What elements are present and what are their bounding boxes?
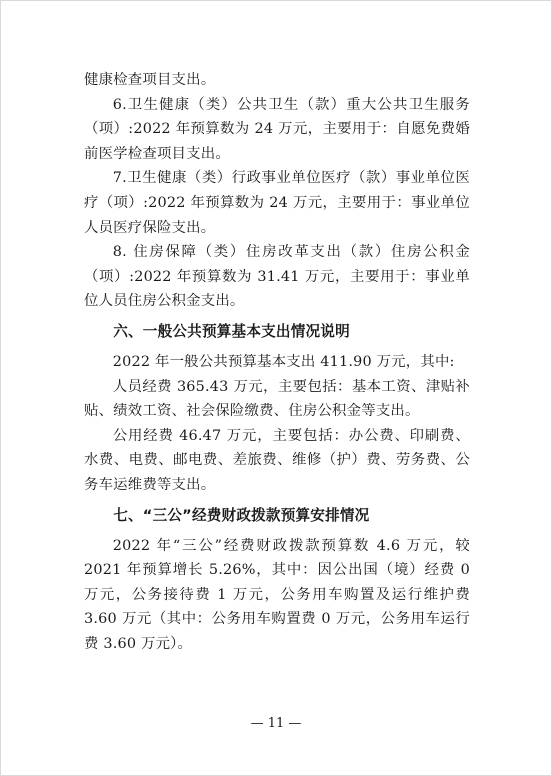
paragraph-basic-expenditure-total: 2022 年一般公共预算基本支出 411.90 万元，其中:	[112, 353, 455, 370]
paragraph-item-8: 8. 住房保障（类）住房改革支出（款）住房公积金（项）:2022 年预算数为 31.41 万元，主要用于：事业单位人员住房公积金支出。	[84, 244, 470, 310]
paragraph-public-expenses: 公用经费 46.47 万元，主要包括：办公费、印刷费、水费、电费、邮电费、差旅费、维修（护）费、劳务费、公务车运维费等支出。	[84, 427, 470, 493]
paragraph-personnel-expenses: 人员经费 365.43 万元，主要包括：基本工资、津贴补贴、绩效工资、社会保险缴费、住房公积金等支出。	[84, 378, 470, 420]
document-body	[84, 68, 470, 656]
page-number: — 11 —	[250, 716, 302, 731]
paragraph-health-check-tail: 健康检查项目支出。	[84, 72, 216, 88]
paragraph-item-6: 6.卫生健康（类）公共卫生（款）重大公共卫生服务（项）:2022 年预算数为 24 万元，主要用于：自愿免费婚前医学检查项目支出。	[84, 96, 470, 162]
paragraph-three-public-expenses: 2022 年“三公”经费财政拨款预算数 4.6 万元，较 2021 年预算增长 5.26%，其中：因公出国（境）经费 0 万元，公务接待费 1 万元，公务用车购置及运行维护费 3.60 万元（其中：公务用车购置费 0 万元，公务用车运行费 3.60 万元）。	[84, 537, 470, 652]
section-heading-7: 七、“三公”经费财政拨款预算安排情况	[113, 506, 370, 524]
paragraph-item-7: 7.卫生健康（类）行政事业单位医疗（款）事业单位医疗（项）:2022 年预算数为 24 万元，主要用于：事业单位人员医疗保险支出。	[84, 170, 470, 236]
section-heading-6: 六、一般公共预算基本支出情况说明	[113, 322, 350, 340]
